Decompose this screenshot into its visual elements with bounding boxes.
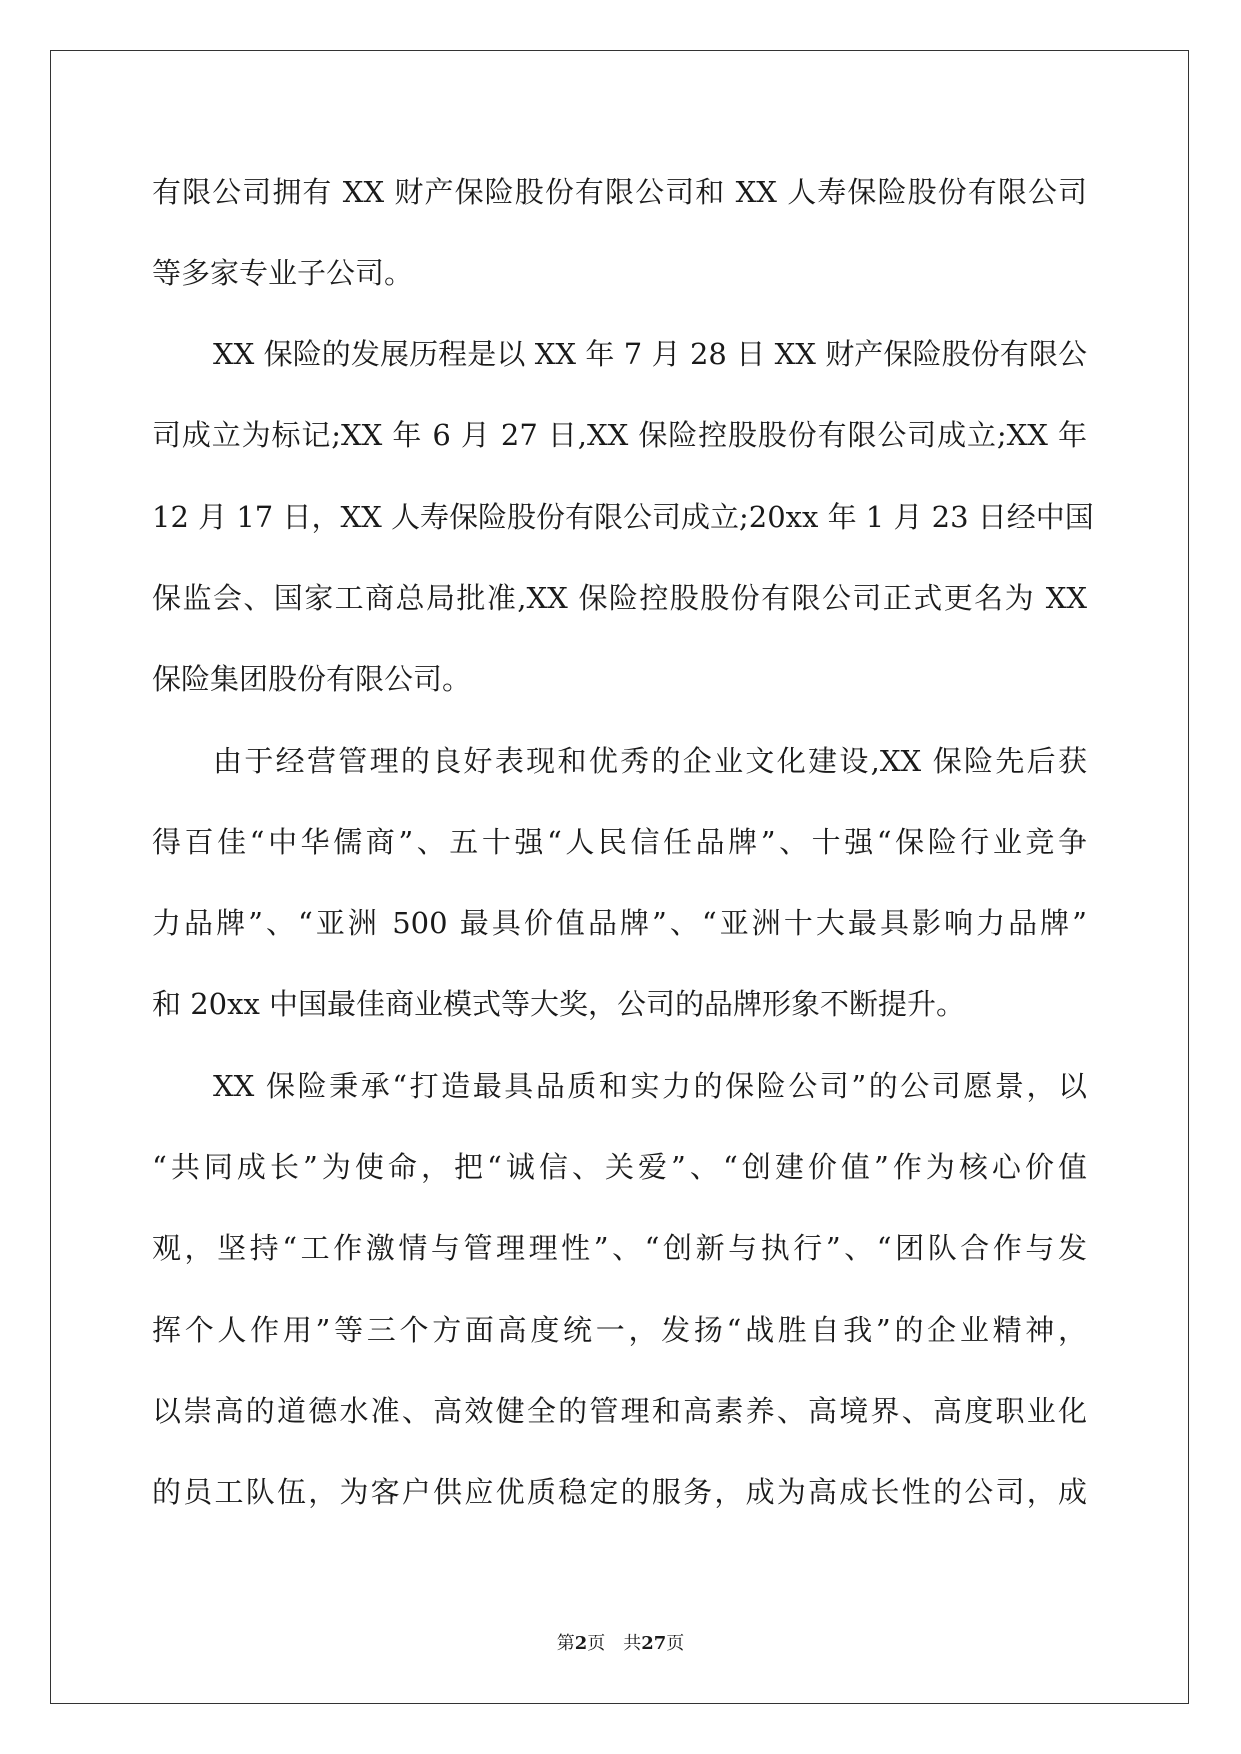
page-border [50, 50, 1189, 1704]
page-prefix: 第 [556, 1633, 575, 1654]
text-line: 以崇高的道德水准、高效健全的管理和高素养、高境界、高度职业化 [152, 1394, 1087, 1428]
text-line: 保险集团股份有限公司。 [152, 662, 472, 696]
text-line: 的员工队伍，为客户供应优质稳定的服务，成为高成长性的公司，成 [152, 1475, 1087, 1509]
text-line: XX 保险秉承“打造最具品质和实力的保险公司”的公司愿景，以 [213, 1069, 1087, 1103]
page-suffix: 页 [587, 1633, 606, 1654]
total-prefix: 共 [623, 1633, 642, 1654]
total-pages: 27 [641, 1633, 667, 1654]
text-line: 等多家专业子公司。 [152, 256, 414, 290]
text-line: 观，坚持“工作激情与管理理性”、“创新与执行”、“团队合作与发 [152, 1231, 1087, 1265]
text-line: 和 20xx 中国最佳商业模式等大奖，公司的品牌形象不断提升。 [152, 987, 966, 1021]
total-suffix: 页 [666, 1633, 685, 1654]
text-line: 有限公司拥有 XX 财产保险股份有限公司和 XX 人寿保险股份有限公司 [152, 175, 1087, 209]
text-line: 司成立为标记;XX 年 6 月 27 日,XX 保险控股股份有限公司成立;XX 年 [152, 418, 1087, 452]
text-line: 得百佳“中华儒商”、五十强“人民信任品牌”、十强“保险行业竞争 [152, 825, 1087, 859]
text-line: “共同成长”为使命，把“诚信、关爱”、“创建价值”作为核心价值 [152, 1150, 1087, 1184]
text-line: 12 月 17 日，XX 人寿保险股份有限公司成立;20xx 年 1 月 23 日经中国 [152, 500, 1094, 534]
text-line: 保监会、国家工商总局批准,XX 保险控股股份有限公司正式更名为 XX [152, 581, 1087, 615]
text-line: 力品牌”、“亚洲 500 最具价值品牌”、“亚洲十大最具影响力品牌” [152, 906, 1087, 940]
text-line: 由于经营管理的良好表现和优秀的企业文化建设,XX 保险先后获 [213, 744, 1087, 778]
page-number: 2 [574, 1633, 588, 1654]
text-line: XX 保险的发展历程是以 XX 年 7 月 28 日 XX 财产保险股份有限公 [213, 337, 1087, 371]
text-line: 挥个人作用”等三个方面高度统一，发扬“战胜自我”的企业精神， [152, 1313, 1087, 1347]
page-footer [0, 1632, 1241, 1656]
